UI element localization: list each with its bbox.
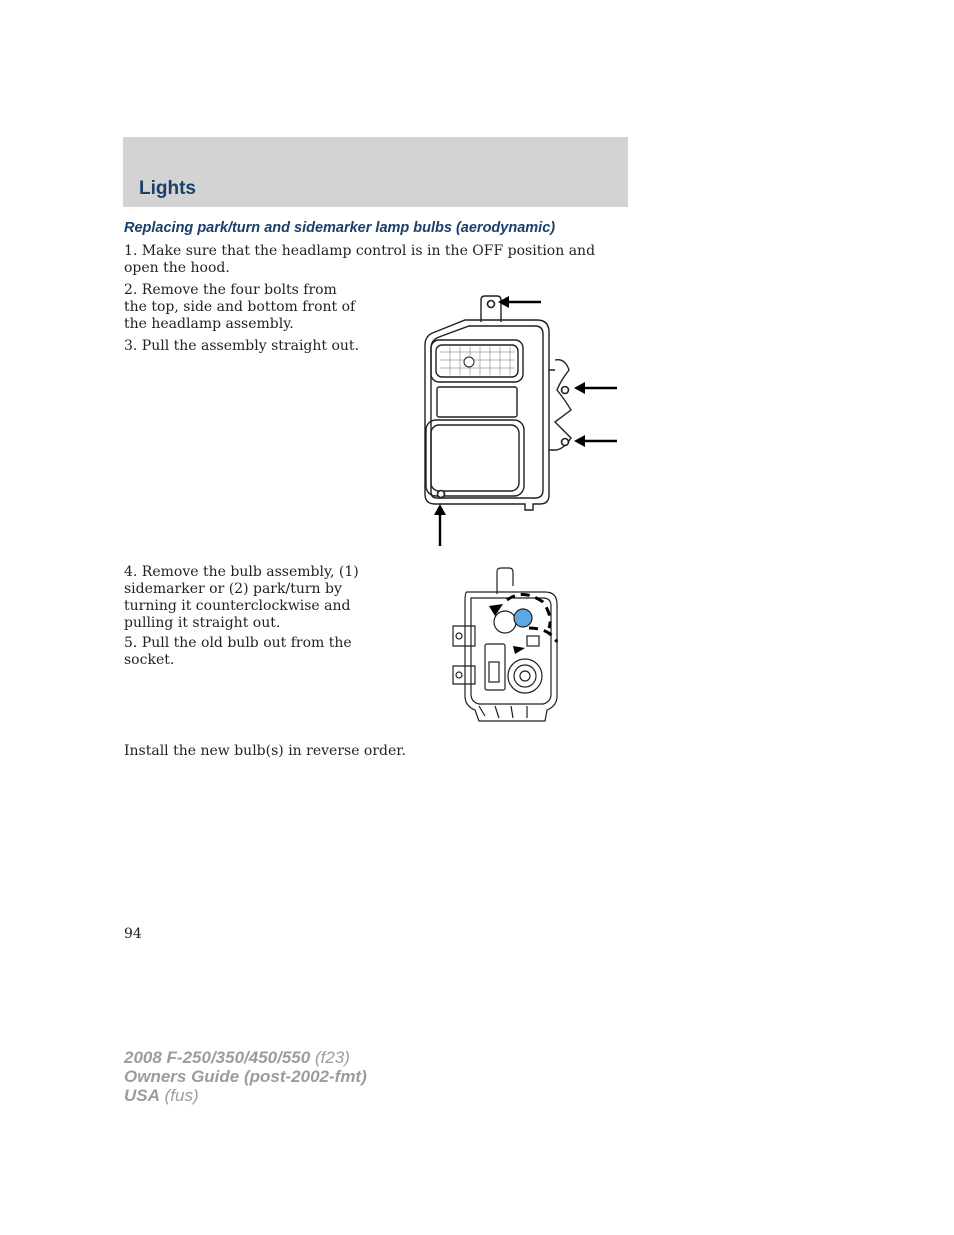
step-2: 2. Remove the four bolts from the top, side and bottom front of the headlamp assembly. [124,282,356,332]
footer-market: USA [124,1086,160,1105]
section-header-band [123,137,628,207]
install-note: Install the new bulb(s) in reverse order. [124,743,406,759]
step-3: 3. Pull the assembly straight out. [124,338,360,354]
footer-model: 2008 F-250/350/450/550 [124,1048,311,1067]
step-4: 4. Remove the bulb assembly, (1) sidemarker or (2) park/turn by turning it counterclockwise and pulling it straight out. [124,564,359,631]
page-number: 94 [124,926,142,942]
section-title: Lights [139,178,196,199]
document-footer [124,1048,367,1105]
footer-model-code: (f23) [314,1048,350,1067]
step-1: 1. Make sure that the headlamp control is in the OFF position and open the hood. [124,243,596,276]
procedure-heading: Replacing park/turn and sidemarker lamp bulbs (aerodynamic) [124,220,556,236]
footer-market-code: (fus) [164,1086,199,1105]
footer-guide: Owners Guide (post-2002-fmt) [124,1067,367,1086]
step-5: 5. Pull the old bulb out from the socket. [124,635,352,668]
bulb-socket-figure [445,566,570,726]
headlamp-assembly-figure [405,290,625,552]
